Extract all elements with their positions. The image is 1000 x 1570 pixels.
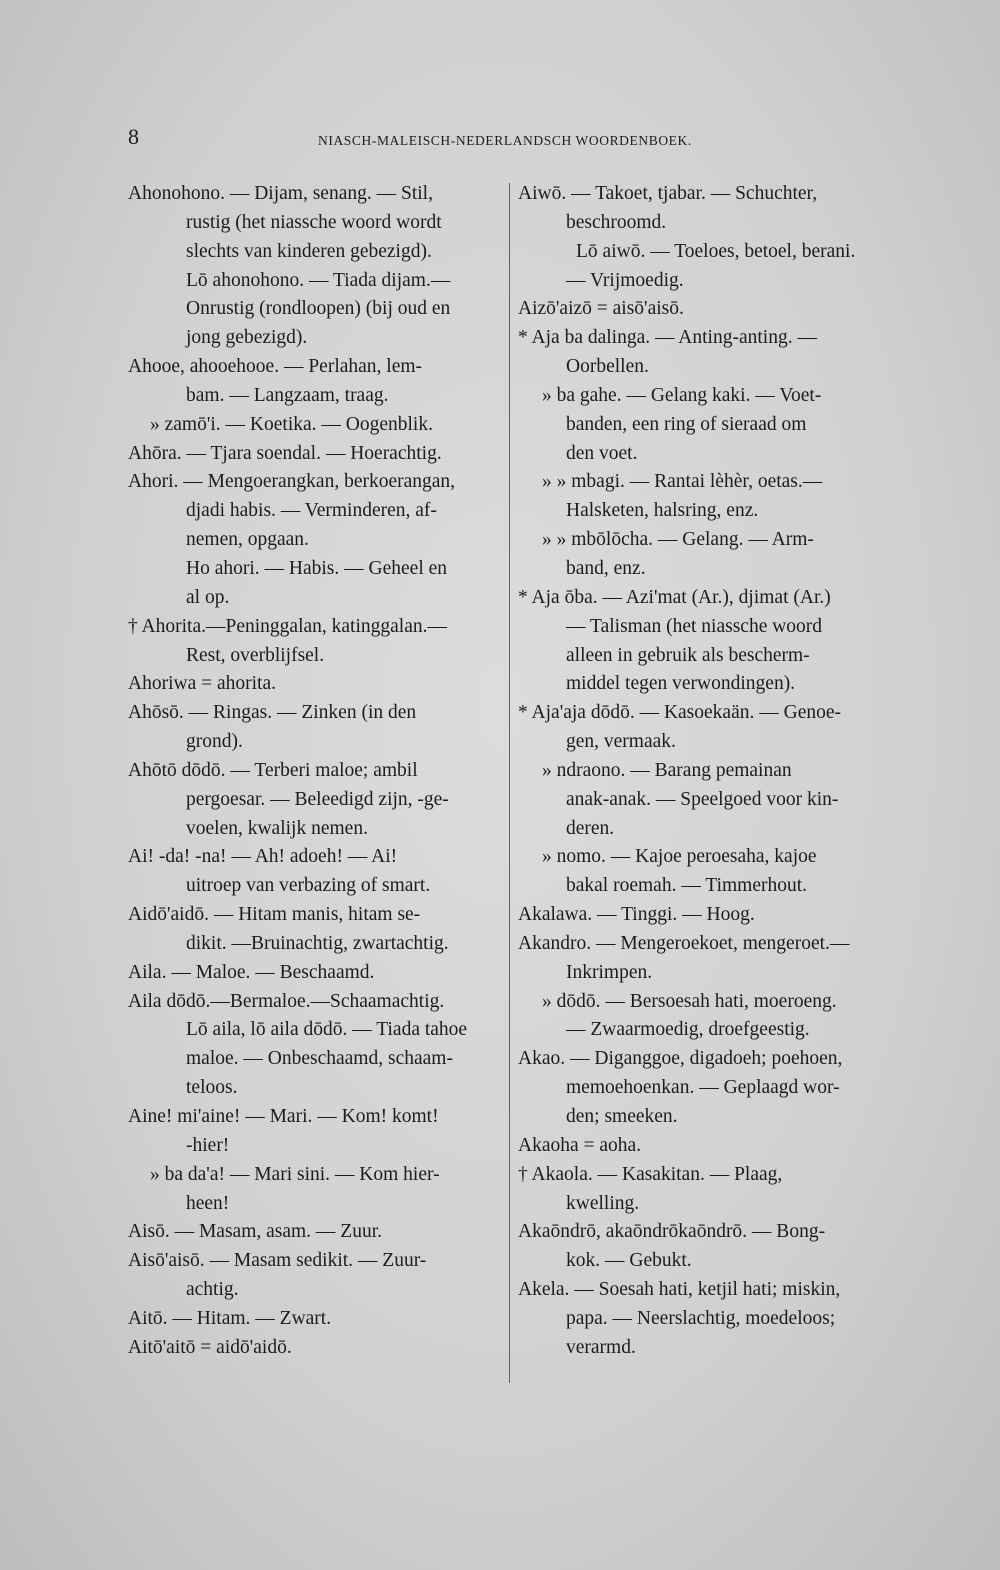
dictionary-text-line: voelen, kwalijk nemen. — [186, 817, 368, 839]
dictionary-text-line: kwelling. — [566, 1192, 640, 1214]
dictionary-entry-line: Aisō. — Masam, asam. — Zuur. — [128, 1221, 383, 1243]
dictionary-entry-line: Ahoriwa = ahorita. — [128, 673, 276, 695]
dictionary-text-line: nemen, opgaan. — [186, 529, 309, 551]
dictionary-text-line: bakal roemah. — Timmerhout. — [566, 875, 808, 897]
left-column — [128, 180, 516, 1363]
dictionary-text-line: Inkrimpen. — [566, 961, 653, 983]
dictionary-text-line: heen! — [186, 1192, 230, 1214]
dictionary-text-line: » » mbōlōcha. — Gelang. — Arm- — [542, 529, 814, 551]
dictionary-text-line: den voet. — [566, 442, 638, 464]
column-divider — [509, 183, 510, 1383]
dictionary-text-line: alleen in gebruik als bescherm- — [566, 644, 810, 666]
dictionary-entry-line: Aila. — Maloe. — Beschaamd. — [128, 961, 375, 983]
dictionary-text-line: band, enz. — [566, 557, 646, 579]
dictionary-text-line: banden, een ring of sieraad om — [566, 413, 807, 435]
dictionary-text-line: beschroomd. — [566, 211, 667, 233]
dictionary-text-line: » ba gahe. — Gelang kaki. — Voet- — [542, 384, 822, 406]
dictionary-entry-line: Akaoha = aoha. — [518, 1134, 642, 1156]
dictionary-text-line: — Zwaarmoedig, droefgeestig. — [566, 1019, 810, 1041]
dictionary-text-line: » zamō'i. — Koetika. — Oogenblik. — [150, 413, 433, 435]
dictionary-entry-line: * Aja'aja dōdō. — Kasoekaän. — Genoe- — [518, 702, 841, 724]
running-head: NIASCH-MALEISCH-NEDERLANDSCH WOORDENBOEK. — [318, 133, 692, 148]
dictionary-text-line: Ho ahori. — Habis. — Geheel en — [186, 557, 448, 579]
dictionary-entry-line: † Ahorita.—Peninggalan, katinggalan.— — [128, 615, 447, 637]
dictionary-entry-line: Aitō'aitō = aidō'aidō. — [128, 1336, 292, 1358]
dictionary-entry-line: Aine! mi'aine! — Mari. — Kom! komt! — [128, 1106, 439, 1127]
dictionary-text-line: » » mbagi. — Rantai lèhèr, oetas.— — [542, 471, 823, 493]
dictionary-text-line: maloe. — Onbeschaamd, schaam- — [186, 1048, 453, 1070]
dictionary-entry-line: Ahōsō. — Ringas. — Zinken (in den — [128, 702, 417, 724]
dictionary-text-line: jong gebezigd). — [186, 327, 308, 349]
dictionary-text-line: » ndraono. — Barang pemainan — [542, 759, 792, 781]
dictionary-entry-line: * Aja ōba. — Azi'mat (Ar.), djimat (Ar.) — [518, 586, 831, 608]
dictionary-text-line: Rest, overblijfsel. — [186, 644, 325, 666]
dictionary-text-line: grond). — [186, 731, 243, 753]
dictionary-entry-line: Ahōtō dōdō. — Terberi maloe; ambil — [128, 759, 418, 781]
dictionary-text-line: uitroep van verbazing of smart. — [186, 875, 431, 897]
dictionary-text-line: -hier! — [186, 1134, 230, 1156]
dictionary-entry-line: Akaōndrō, akaōndrōkaōndrō. — Bong- — [518, 1221, 826, 1243]
dictionary-entry-line: Akandro. — Mengeroekoet, mengeroet.— — [518, 932, 850, 954]
dictionary-text-line: » nomo. — Kajoe peroesaha, kajoe — [542, 846, 817, 868]
dictionary-entry-line: * Aja ba dalinga. — Anting-anting. — — [518, 327, 817, 349]
dictionary-text-line: achtig. — [186, 1279, 239, 1301]
dictionary-text-line: kok. — Gebukt. — [566, 1250, 692, 1272]
page-number: 8 — [128, 124, 139, 149]
dictionary-text-line: al op. — [186, 586, 230, 608]
dictionary-entry-line: Akalawa. — Tinggi. — Hoog. — [518, 904, 755, 926]
dictionary-text-line: den; smeeken. — [566, 1106, 678, 1127]
dictionary-entry-line: Aidō'aidō. — Hitam manis, hitam se- — [128, 904, 421, 926]
dictionary-text-line: rustig (het niassche woord wordt — [186, 211, 442, 233]
dictionary-text-line: pergoesar. — Beleedigd zijn, -ge- — [186, 788, 449, 810]
dictionary-text-line: » ba da'a! — Mari sini. — Kom hier- — [150, 1163, 440, 1185]
dictionary-text-line: Lō aila, lō aila dōdō. — Tiada tahoe — [186, 1019, 468, 1041]
dictionary-entry-line: Ahooe, ahooehooe. — Perlahan, lem- — [128, 356, 423, 378]
dictionary-text-line: — Talisman (het niassche woord — [566, 615, 823, 637]
dictionary-text-line: verarmd. — [566, 1336, 636, 1358]
dictionary-text-line: slechts van kinderen gebezigd). — [186, 240, 432, 262]
dictionary-entry-line: Aila dōdō.—Bermaloe.—Schaamachtig. — [128, 990, 445, 1012]
dictionary-entry-line: † Akaola. — Kasakitan. — Plaag, — [518, 1163, 783, 1185]
right-column — [518, 180, 906, 1363]
dictionary-entry-line: Ahori. — Mengoerangkan, berkoerangan, — [128, 471, 456, 493]
dictionary-entry-line: Aisō'aisō. — Masam sedikit. — Zuur- — [128, 1250, 427, 1272]
dictionary-text-line: middel tegen verwondingen). — [566, 673, 796, 695]
dictionary-entry-line: Aiwō. — Takoet, tjabar. — Schuchter, — [518, 183, 818, 204]
dictionary-text-line: papa. — Neerslachtig, moedeloos; — [566, 1307, 836, 1329]
dictionary-text-line: gen, vermaak. — [566, 731, 676, 753]
dictionary-text-line: Halsketen, halsring, enz. — [566, 500, 759, 522]
dictionary-text-line: Onrustig (rondloopen) (bij oud en — [186, 298, 451, 320]
dictionary-text-line: anak-anak. — Speelgoed voor kin- — [566, 788, 839, 810]
dictionary-entry-line: Aizō'aizō = aisō'aisō. — [518, 298, 684, 320]
dictionary-text-line: deren. — [566, 817, 615, 839]
dictionary-text-line: — Vrijmoedig. — [566, 269, 684, 291]
dictionary-text-line: bam. — Langzaam, traag. — [186, 384, 389, 406]
dictionary-text-line: Oorbellen. — [566, 356, 649, 378]
dictionary-entry-line: Akela. — Soesah hati, ketjil hati; miskin, — [518, 1279, 841, 1301]
dictionary-text-line: memoehoenkan. — Geplaagd wor- — [566, 1077, 840, 1099]
dictionary-text-line: djadi habis. — Verminderen, af- — [186, 500, 437, 522]
dictionary-entry-line: Akao. — Diganggoe, digadoeh; poehoen, — [518, 1048, 843, 1070]
dictionary-entry-line: Ai! -da! -na! — Ah! adoeh! — Ai! — [128, 846, 398, 868]
dictionary-text-line: teloos. — [186, 1077, 238, 1099]
dictionary-text-line: Lō aiwō. — Toeloes, betoel, berani. — [576, 240, 856, 262]
dictionary-text-line: dikit. —Bruinachtig, zwartachtig. — [186, 932, 449, 954]
dictionary-text-line: Lō ahonohono. — Tiada dijam.— — [186, 269, 451, 291]
dictionary-entry-line: Ahōra. — Tjara soendal. — Hoerachtig. — [128, 442, 442, 464]
dictionary-entry-line: Ahonohono. — Dijam, senang. — Stil, — [128, 183, 433, 204]
dictionary-text-line: » dōdō. — Bersoesah hati, moeroeng. — [542, 990, 837, 1012]
dictionary-entry-line: Aitō. — Hitam. — Zwart. — [128, 1307, 332, 1329]
